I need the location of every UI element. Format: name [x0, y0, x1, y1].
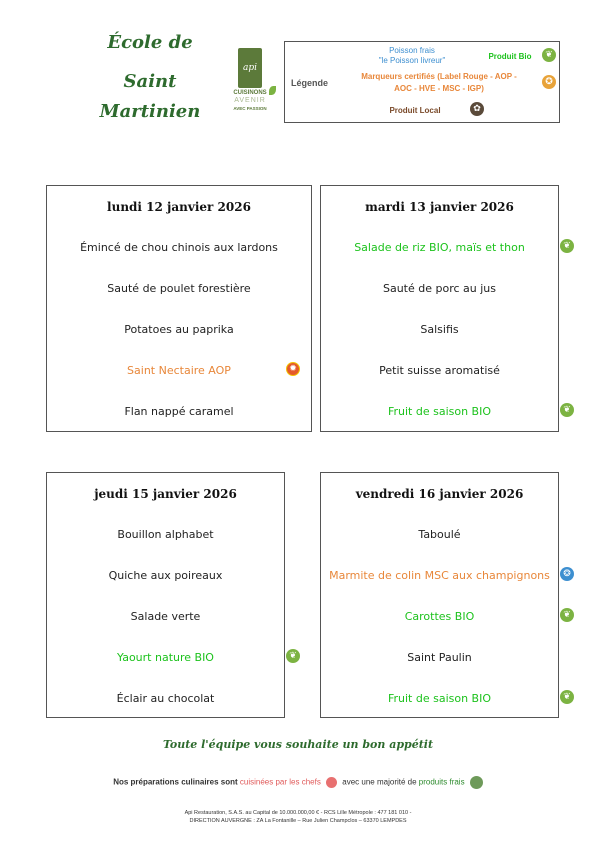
- api-logo: [225, 48, 275, 114]
- dish-item: Salsifis: [420, 323, 459, 336]
- dish-item: Saint Nectaire AOP: [127, 364, 231, 377]
- legend-local: Produit Local: [389, 106, 441, 115]
- dish-item: Sauté de poulet forestière: [107, 282, 251, 295]
- dish-item: Salade de riz BIO, maïs et thon: [354, 241, 525, 254]
- legend-local-icon: ✿: [470, 102, 484, 116]
- prep-text-3: avec une majorité de: [340, 777, 419, 787]
- legend-title: Légende: [291, 78, 329, 88]
- dish-item: Fruit de saison BIO: [387, 405, 492, 418]
- dish-item: Petit suisse aromatisé: [379, 364, 500, 377]
- dish-item: Taboulé: [418, 528, 461, 541]
- dish-item: Saint Paulin: [407, 651, 472, 664]
- dish-item: Flan nappé caramel: [124, 405, 234, 418]
- bio-leaf-icon: ❦: [286, 649, 300, 663]
- footer-message: Toute l'équipe vous souhaite un bon appétit: [162, 738, 434, 751]
- dish-item: Émincé de chou chinois aux lardons: [80, 241, 278, 254]
- logo-tagline-1: CUISINONS: [233, 90, 267, 96]
- legend-label-line2: AOC - HVE - MSC - IGP): [394, 84, 484, 93]
- day-card-thursday: [46, 472, 285, 718]
- legend-fish-line1: Poisson frais: [389, 46, 435, 55]
- legend-box: [284, 41, 560, 123]
- day-title: lundi 12 janvier 2026: [107, 200, 251, 214]
- dish-item: Potatoes au paprika: [124, 323, 234, 336]
- prep-text-4: produits frais: [418, 777, 465, 787]
- legend-label-line1: Marqueurs certifiés (Label Rouge - AOP -: [361, 72, 517, 81]
- legal-line-2: DIRECTION AUVERGNE : ZA La Fontanille – Rue Julien Champclos – 63370 LEMPDES: [189, 818, 407, 824]
- legal-line-1: Api Restauration, S.A.S. au Capital de 10.000.000,00 € - RCS Lille Métropole : 477 181 010 -: [184, 810, 412, 816]
- api-logo-mark: [238, 48, 262, 88]
- msc-fish-icon: ❂: [560, 567, 574, 581]
- prep-text-1: Nos préparations culinaires sont: [113, 777, 240, 787]
- day-card-monday: [46, 185, 312, 432]
- school-name-line1: École de: [107, 32, 193, 53]
- chef-icon: [326, 777, 337, 788]
- logo-tagline-2: AVENIR: [234, 97, 266, 104]
- day-card-tuesday: [320, 185, 559, 432]
- day-card-friday: [320, 472, 559, 718]
- dish-item: Quiche aux poireaux: [108, 569, 223, 582]
- legend-bio: Produit Bio: [488, 52, 532, 61]
- prep-text-2: cuisinées par les chefs: [239, 777, 321, 787]
- dish-item: Salade verte: [130, 610, 201, 623]
- day-title: jeudi 15 janvier 2026: [94, 487, 237, 501]
- dish-item: Bouillon alphabet: [117, 528, 214, 541]
- dish-item: Sauté de porc au jus: [382, 282, 497, 295]
- aop-icon: ✹: [286, 362, 300, 376]
- school-name-line2: Saint: [123, 71, 177, 92]
- legend-bio-leaf-icon: ❦: [542, 48, 556, 62]
- dish-item: Yaourt nature BIO: [117, 651, 214, 664]
- api-logo-brand: api: [242, 63, 257, 73]
- bio-leaf-icon: ❦: [560, 608, 574, 622]
- dish-item: Fruit de saison BIO: [387, 692, 492, 705]
- bio-leaf-icon: ❦: [560, 239, 574, 253]
- dish-item: Carottes BIO: [404, 610, 475, 623]
- day-title: vendredi 16 janvier 2026: [355, 487, 524, 501]
- bio-leaf-icon: ❦: [560, 690, 574, 704]
- school-name-line3: Martinien: [99, 101, 201, 122]
- bio-leaf-icon: ❦: [560, 403, 574, 417]
- dish-item: Éclair au chocolat: [116, 692, 215, 705]
- prep-line: [0, 776, 596, 789]
- dish-item: Marmite de colin MSC aux champignons: [329, 569, 550, 582]
- legend-fish-line2: "le Poisson livreur": [378, 56, 446, 65]
- fresh-produce-icon: [470, 776, 483, 789]
- legend-label-rosette-icon: ✪: [542, 75, 556, 89]
- logo-tagline-3: AVEC PASSION: [233, 106, 267, 111]
- day-title: mardi 13 janvier 2026: [365, 200, 514, 214]
